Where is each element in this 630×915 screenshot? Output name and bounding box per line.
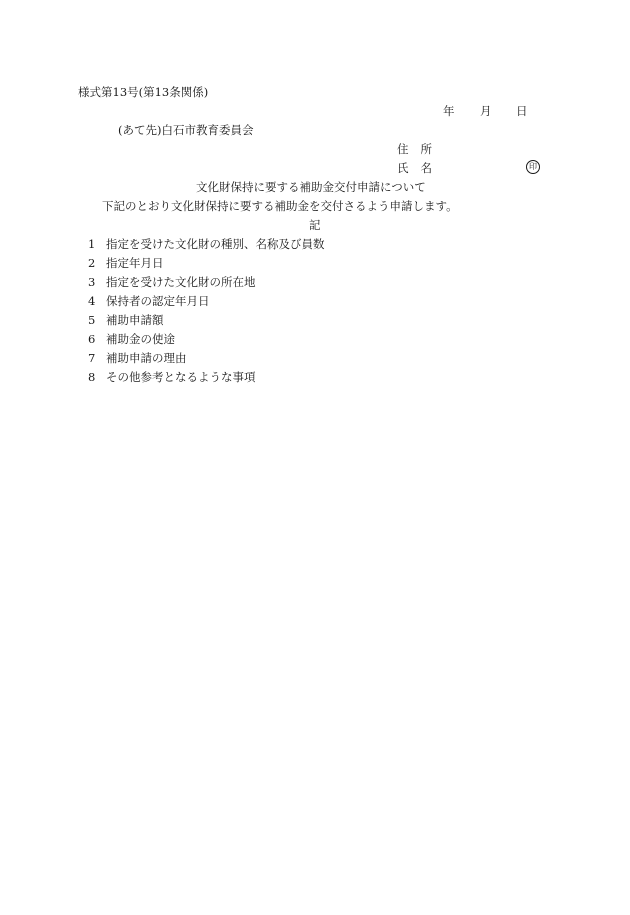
item-text: その他参考となるような事項 — [106, 370, 256, 384]
name-field — [397, 161, 444, 175]
list-item — [88, 294, 325, 313]
name-label: 氏名 — [397, 161, 444, 175]
item-text: 指定を受けた文化財の種別、名称及び員数 — [106, 237, 325, 251]
address-field — [397, 142, 444, 156]
item-number: 4 — [88, 294, 96, 308]
item-number: 2 — [88, 256, 96, 270]
item-text: 指定を受けた文化財の所在地 — [106, 275, 256, 289]
seal-icon: 印 — [526, 160, 540, 174]
item-number: 3 — [88, 275, 96, 289]
address-label: 住所 — [397, 142, 444, 156]
item-number: 7 — [88, 351, 96, 365]
form-number: 様式第13号(第13条関係) — [78, 85, 209, 99]
list-item — [88, 275, 325, 294]
item-number: 6 — [88, 332, 96, 346]
year-label: 年 — [443, 104, 455, 118]
subject-line: 文化財保持に要する補助金交付申請について — [196, 180, 426, 194]
ki-heading: 記 — [309, 218, 321, 232]
day-label: 日 — [516, 104, 528, 118]
item-number: 8 — [88, 370, 96, 384]
item-number: 1 — [88, 237, 96, 251]
item-text: 補助申請額 — [106, 313, 164, 327]
addressee: (あて先)白石市教育委員会 — [118, 123, 254, 137]
intro-text: 下記のとおり文化財保持に要する補助金を交付さるよう申請します。 — [102, 199, 458, 213]
list-item — [88, 313, 325, 332]
list-item — [88, 237, 325, 256]
list-item — [88, 351, 325, 370]
item-text: 指定年月日 — [106, 256, 164, 270]
list-item — [88, 256, 325, 275]
item-text: 保持者の認定年月日 — [106, 294, 210, 308]
item-text: 補助金の使途 — [106, 332, 175, 346]
item-list — [88, 237, 325, 389]
list-item — [88, 370, 325, 389]
item-text: 補助申請の理由 — [106, 351, 187, 365]
list-item — [88, 332, 325, 351]
item-number: 5 — [88, 313, 96, 327]
date-line — [443, 104, 528, 118]
month-label: 月 — [480, 104, 492, 118]
